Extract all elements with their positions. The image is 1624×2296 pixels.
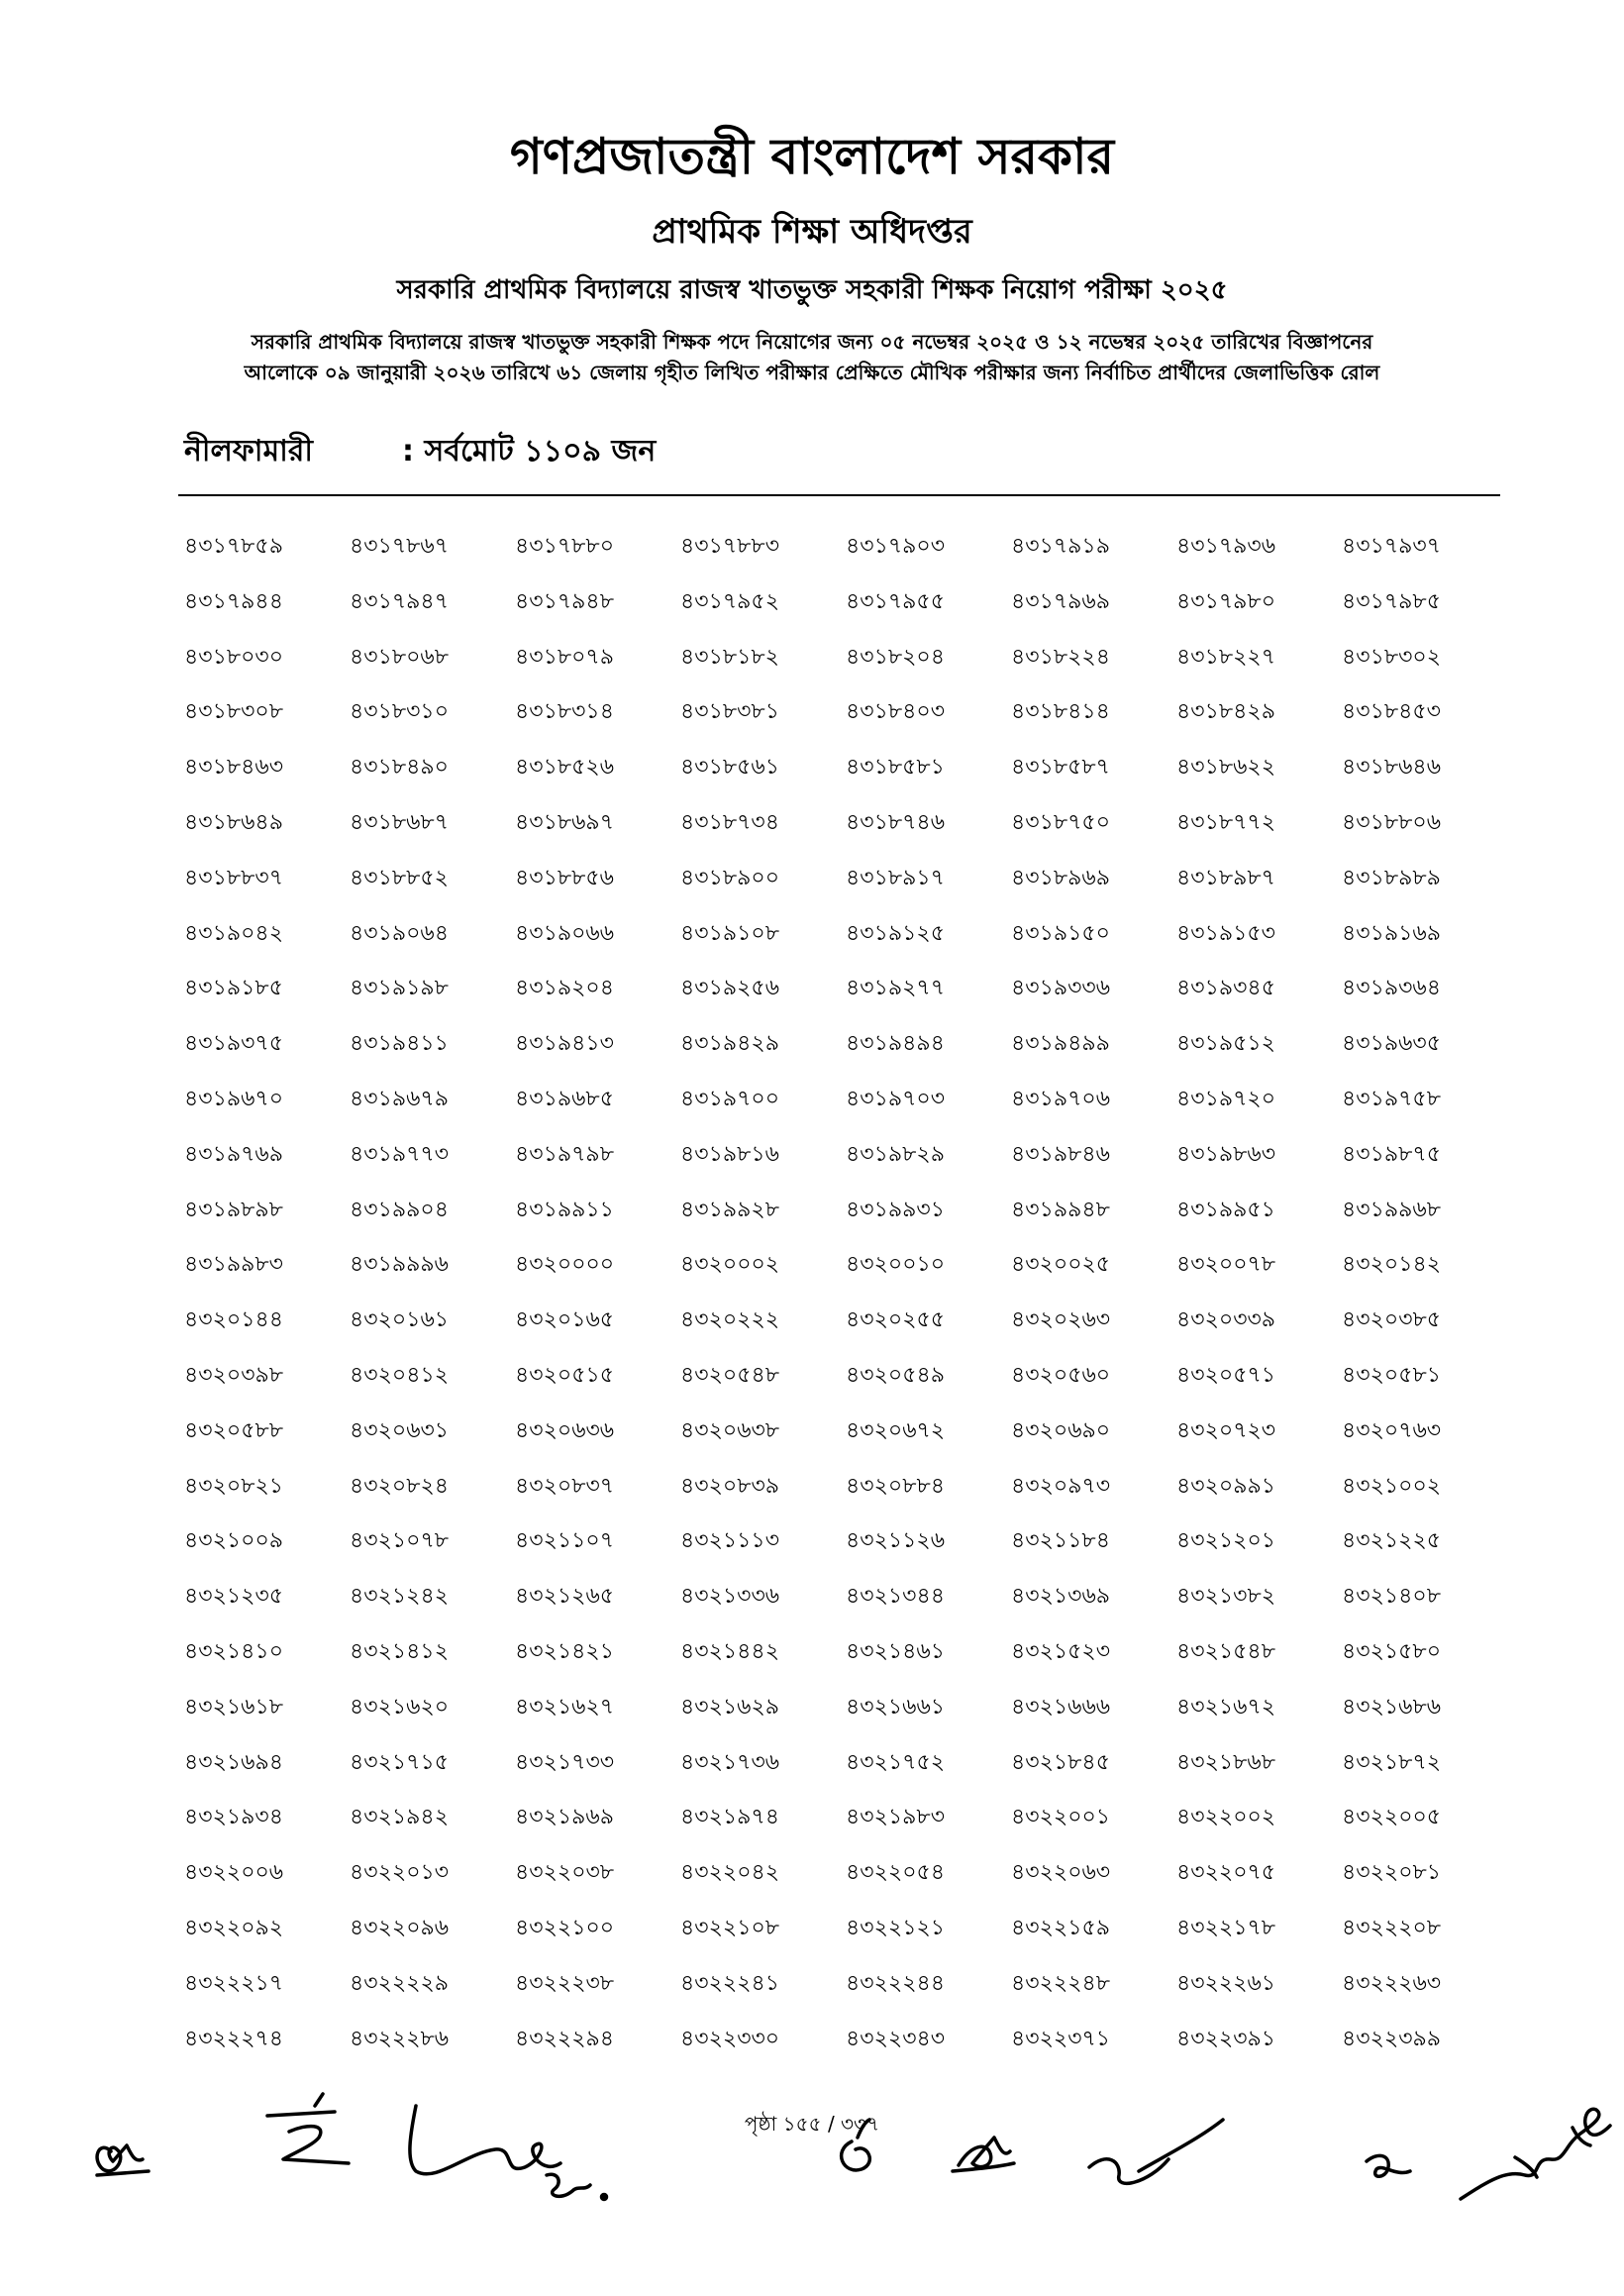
roll-number: ৪৩১৭৯৩৬	[1176, 534, 1276, 559]
roll-number: ৪৩২১৯৮৩	[846, 1805, 946, 1830]
roll-number: ৪৩২০৫১৫	[515, 1362, 615, 1388]
roll-number: ৪৩২২১০০	[515, 1915, 615, 1940]
roll-number: ৪৩২২৩৭১	[1011, 2026, 1111, 2051]
directorate-title: প্রাথমিক শিক্ষা অধিদপ্তর	[652, 212, 972, 252]
roll-number: ৪৩১৮৯৮৭	[1176, 865, 1275, 890]
roll-number: ৪৩২২২৬১	[1176, 1970, 1276, 1996]
roll-number: ৪৩১৯৯৮৩	[184, 1252, 283, 1278]
roll-number: ৪৩১৯৯২৮	[680, 1197, 779, 1222]
roll-number: ৪৩১৭৯৪৭	[350, 588, 450, 614]
roll-number: ৪৩১৮৫৮৭	[1011, 755, 1110, 781]
roll-number: ৪৩১৮৪১৪	[1011, 699, 1110, 725]
roll-number: ৪৩২২০৫৪	[846, 1860, 946, 1886]
roll-number: ৪৩১৮৫৬১	[680, 755, 779, 781]
roll-number: ৪৩২০৮৩৭	[515, 1473, 615, 1499]
roll-number: ৪৩১৯৩৬৪	[1342, 976, 1442, 1001]
roll-number: ৪৩২২০৯৬	[350, 1915, 450, 1940]
roll-number: ৪৩১৮৬৯৭	[515, 809, 615, 835]
roll-number: ৪৩২১৬৯৪	[184, 1749, 284, 1775]
roll-number: ৪৩২১৯৭৪	[680, 1805, 780, 1830]
roll-number: ৪৩২০২২২	[680, 1307, 780, 1333]
roll-number: ৪৩২১৬২৭	[515, 1694, 615, 1720]
roll-number: ৪৩১৯১৫৩	[1176, 920, 1275, 946]
roll-number: ৪৩২১১০৭	[515, 1528, 615, 1554]
roll-number: ৪৩১৮২২৪	[1011, 644, 1111, 670]
roll-number: ৪৩১৭৯০৩	[846, 534, 946, 559]
roll-number: ৪৩১৮৬৮৭	[350, 809, 450, 835]
roll-number: ৪৩১৯৭৯৮	[515, 1141, 614, 1167]
roll-number: ৪৩১৯৬৮৫	[515, 1086, 614, 1111]
roll-number: ৪৩১৯২০৪	[515, 976, 615, 1001]
roll-number: ৪৩২০৫৭১	[1176, 1362, 1276, 1388]
roll-number: ৪৩১৮২০৪	[846, 644, 946, 670]
roll-number: ৪৩২০৮২৪	[350, 1473, 450, 1499]
roll-number: ৪৩২১৫৪৮	[1176, 1638, 1275, 1664]
roll-number: ৪৩২০৩৩৯	[1176, 1307, 1276, 1333]
roll-number: ৪৩১৯১৮৫	[184, 976, 283, 1001]
signature-8	[1461, 2109, 1610, 2199]
roll-number: ৪৩২০০১০	[846, 1252, 946, 1278]
roll-number: ৪৩২০১৪২	[1342, 1252, 1442, 1278]
roll-number: ৪৩১৮০৭৯	[515, 644, 615, 670]
roll-number: ৪৩২০৫৬০	[1011, 1362, 1111, 1388]
roll-number: ৪৩১৮৬৪৯	[184, 809, 283, 835]
roll-number: ৪৩২০৮৩৯	[680, 1473, 780, 1499]
roll-number: ৪৩১৯১০৮	[680, 920, 779, 946]
roll-number: ৪৩১৮৩১০	[350, 699, 450, 725]
roll-number: ৪৩১৮৫৮১	[846, 755, 945, 781]
signature-5	[953, 2138, 1014, 2171]
roll-number: ৪৩১৯৩৭৫	[184, 1031, 284, 1057]
roll-number: ৪৩২২১৭৮	[1176, 1915, 1276, 1940]
roll-number: ৪৩১৮৭৫০	[1011, 809, 1111, 835]
roll-number: ৪৩২১৭৩৬	[680, 1749, 780, 1775]
roll-number: ৪৩২২৩৪৩	[846, 2026, 946, 2051]
roll-number: ৪৩২০৮৮৪	[846, 1473, 946, 1499]
roll-number: ৪৩২২২০৮	[1342, 1915, 1442, 1940]
roll-number: ৪৩১৯০৬৬	[515, 920, 615, 946]
roll-number: ৪৩২১৪১২	[350, 1638, 450, 1664]
signatures-area	[0, 2080, 1624, 2296]
roll-number: ৪৩১৮৯১৭	[846, 865, 945, 890]
roll-number: ৪৩২১৬২৯	[680, 1694, 780, 1720]
roll-number: ৪৩২০৯৭৩	[1011, 1473, 1111, 1499]
roll-number: ৪৩২১২৬৫	[515, 1584, 615, 1610]
roll-number: ৪৩২০৬৩৮	[680, 1417, 780, 1443]
roll-number: ৪৩১৯০৬৪	[350, 920, 450, 946]
page-number: পৃষ্ঠা ১৫৫ / ৩৩৭	[744, 2112, 880, 2136]
roll-number: ৪৩২২০৯২	[184, 1915, 284, 1940]
roll-number: ৪৩১৮৪৬৩	[184, 755, 284, 781]
roll-number: ৪৩১৮৩৮১	[680, 699, 779, 725]
roll-number: ৪৩২০৪১২	[350, 1362, 450, 1388]
roll-number: ৪৩২২০০৬	[184, 1860, 284, 1886]
roll-number: ৪৩২২৩৯১	[1176, 2026, 1276, 2051]
roll-number: ৪৩১৯৮৭৫	[1342, 1141, 1441, 1167]
roll-number: ৪৩২১৬৮৬	[1342, 1694, 1442, 1720]
roll-number: ৪৩২০৬৯০	[1011, 1417, 1111, 1443]
roll-number-grid	[184, 530, 1511, 2077]
roll-number: ৪৩২০২৬৩	[1011, 1307, 1111, 1333]
signature-1	[97, 2145, 149, 2175]
roll-number: ৪৩১৭৯৫৫	[846, 588, 945, 614]
roll-number: ৪৩১৯৭০০	[680, 1086, 780, 1111]
roll-number: ৪৩২২২৪১	[680, 1970, 780, 1996]
district-name: নীলফামারী	[184, 434, 313, 469]
roll-number: ৪৩২২০০২	[1176, 1805, 1276, 1830]
roll-number: ৪৩১৭৮৫৯	[184, 534, 283, 559]
roll-number: ৪৩২২০৪২	[680, 1860, 780, 1886]
roll-number: ৪৩১৮২২৭	[1176, 644, 1276, 670]
roll-number: ৪৩২০৫৮৮	[184, 1417, 284, 1443]
roll-number: ৪৩২১৭৫২	[846, 1749, 946, 1775]
roll-number: ৪৩২০১৬৫	[515, 1307, 615, 1333]
notice-text	[149, 327, 1475, 388]
roll-number: ৪৩১৯৯৫১	[1176, 1197, 1275, 1222]
roll-number: ৪৩১৭৯৮০	[1176, 588, 1276, 614]
roll-number: ৪৩১৯০৪২	[184, 920, 284, 946]
roll-number: ৪৩২১৯৩৪	[184, 1805, 284, 1830]
roll-number: ৪৩২০৫৪৯	[846, 1362, 946, 1388]
roll-number: ৪৩১৮৯৬৯	[1011, 865, 1110, 890]
roll-number: ৪৩২১৬১৮	[184, 1694, 284, 1720]
roll-number: ৪৩১৮৮৫৬	[515, 865, 614, 890]
roll-number: ৪৩১৯১৯৮	[350, 976, 449, 1001]
roll-number: ৪৩২২০১৩	[350, 1860, 450, 1886]
roll-number: ৪৩২২২৩৮	[515, 1970, 615, 1996]
roll-number: ৪৩২১৬২০	[350, 1694, 450, 1720]
roll-number: ৪৩২০১৪৪	[184, 1307, 284, 1333]
roll-number: ৪৩১৯৭০৬	[1011, 1086, 1111, 1111]
roll-number: ৪৩২১৩৮২	[1176, 1584, 1276, 1610]
roll-number: ৪৩১৯৯১১	[515, 1197, 614, 1222]
roll-number: ৪৩১৭৯৪৮	[515, 588, 614, 614]
roll-number: ৪৩১৯২৫৬	[680, 976, 780, 1001]
roll-number: ৪৩২১৬৬১	[846, 1694, 946, 1720]
roll-number: ৪৩১৯১৫০	[1011, 920, 1110, 946]
roll-number: ৪৩২১১২৬	[846, 1528, 946, 1554]
government-title: গণপ্রজাতন্ত্রী বাংলাদেশ সরকার	[510, 128, 1114, 185]
roll-number: ৪৩২১৭৩৩	[515, 1749, 615, 1775]
roll-number: ৪৩২১৪০৮	[1342, 1584, 1442, 1610]
roll-number: ৪৩১৯৯৩১	[846, 1197, 945, 1222]
roll-number: ৪৩২১১১৩	[680, 1528, 780, 1554]
roll-number: ৪৩২২২২৯	[350, 1970, 450, 1996]
roll-number: ৪৩২১৪১০	[184, 1638, 284, 1664]
roll-number: ৪৩১৯৯০৪	[350, 1197, 449, 1222]
roll-number: ৪৩১৮৭৩৪	[680, 809, 780, 835]
roll-number: ৪৩২১৯৬৯	[515, 1805, 615, 1830]
roll-number: ৪৩১৮৪৫৩	[1342, 699, 1441, 725]
roll-number: ৪৩২২২৪৪	[846, 1970, 946, 1996]
roll-number: ৪৩২০৫৪৮	[680, 1362, 780, 1388]
roll-number: ৪৩১৮৩০৮	[184, 699, 284, 725]
roll-number: ৪৩২০৬৩৬	[515, 1417, 615, 1443]
roll-number: ৪৩২২২৬৩	[1342, 1970, 1442, 1996]
roll-number: ৪৩২০৭২৩	[1176, 1417, 1276, 1443]
roll-number: ৪৩২১৯৪২	[350, 1805, 450, 1830]
roll-number: ৪৩১৯১৬৯	[1342, 920, 1441, 946]
roll-number: ৪৩১৯১২৫	[846, 920, 945, 946]
roll-number: ৪৩২২২৭৪	[184, 2026, 284, 2051]
roll-number: ৪৩১৮০৬৮	[350, 644, 450, 670]
roll-number: ৪৩১৮৯৮৯	[1342, 865, 1441, 890]
roll-number: ৪৩১৯৫১২	[1176, 1031, 1275, 1057]
roll-number: ৪৩১৭৯১৯	[1011, 534, 1110, 559]
roll-number: ৪৩২১২৩৫	[184, 1584, 284, 1610]
roll-number: ৪৩১৮৪৯০	[350, 755, 449, 781]
roll-number: ৪৩২১১৮৪	[1011, 1528, 1110, 1554]
roll-number: ৪৩১৯২৭৭	[846, 976, 946, 1001]
roll-number: ৪৩২০০২৫	[1011, 1252, 1111, 1278]
roll-number: ৪৩২১৬৭২	[1176, 1694, 1276, 1720]
roll-number: ৪৩১৮৭৭২	[1176, 809, 1276, 835]
roll-number: ৪৩২২০৭৫	[1176, 1860, 1276, 1886]
roll-number: ৪৩১৯৮৬৩	[1176, 1141, 1276, 1167]
roll-number: ৪৩১৯৪২৯	[680, 1031, 779, 1057]
signature-3	[410, 2106, 607, 2200]
signature-2	[267, 2094, 349, 2163]
roll-number: ৪৩২০৩৮৫	[1342, 1307, 1442, 1333]
roll-number: ৪৩১৭৯৩৭	[1342, 534, 1442, 559]
roll-number: ৪৩১৯৬৭০	[184, 1086, 284, 1111]
roll-number: ৪৩১৮৪০৩	[846, 699, 946, 725]
roll-number: ৪৩২০৯৯১	[1176, 1473, 1276, 1499]
roll-number: ৪৩২১০৭৮	[350, 1528, 450, 1554]
roll-number: ৪৩২২২১৭	[184, 1970, 284, 1996]
roll-number: ৪৩২২২৯৪	[515, 2026, 615, 2051]
roll-number: ৪৩১৭৯৬৯	[1011, 588, 1111, 614]
roll-number: ৪৩২১২০১	[1176, 1528, 1276, 1554]
roll-number: ৪৩২১২৪২	[350, 1584, 450, 1610]
roll-number: ৪৩২২১৫৯	[1011, 1915, 1111, 1940]
roll-number: ৪৩১৯৭৫৮	[1342, 1086, 1441, 1111]
roll-number: ৪৩২১৪৪২	[680, 1638, 780, 1664]
roll-number: ৪৩১৮৬২২	[1176, 755, 1276, 781]
roll-number: ৪৩১৯৪১১	[350, 1031, 449, 1057]
roll-number: ৪৩২০৬৭২	[846, 1417, 946, 1443]
roll-number: ৪৩১৭৮৬৭	[350, 534, 450, 559]
roll-number: ৪৩২১০০৯	[184, 1528, 284, 1554]
roll-number: ৪৩২০৮২১	[184, 1473, 284, 1499]
roll-number: ৪৩২০০৭৮	[1176, 1252, 1276, 1278]
roll-number: ৪৩২১৩৪৪	[846, 1584, 946, 1610]
roll-number: ৪৩১৭৯৪৪	[184, 588, 283, 614]
notice-line-2: আলোকে ০৯ জানুয়ারী ২০২৬ তারিখে ৬১ জেলায় গৃহীত লিখিত পরীক্ষার প্রেক্ষিতে মৌখিক পরীক্ষার জন্য নির্বাচিত প্রার্থীদের জেলাভিত্তিক রোল	[244, 361, 1380, 384]
roll-number: ৪৩২১৭১৫	[350, 1749, 450, 1775]
roll-number: ৪৩১৯৯৬৮	[1342, 1197, 1441, 1222]
roll-number: ৪৩২১৬৬৬	[1011, 1694, 1111, 1720]
roll-number: ৪৩২২১২১	[846, 1915, 946, 1940]
roll-number: ৪৩২২২৪৮	[1011, 1970, 1111, 1996]
roll-number: ৪৩১৮৮৩৭	[184, 865, 284, 890]
roll-number: ৪৩১৯৭২০	[1176, 1086, 1276, 1111]
roll-number: ৪৩২২১০৮	[680, 1915, 780, 1940]
roll-number: ৪৩২১৮৪৫	[1011, 1749, 1110, 1775]
roll-number: ৪৩১৯৮২৯	[846, 1141, 945, 1167]
roll-number: ৪৩১৮০৩০	[184, 644, 284, 670]
roll-number: ৪৩২২৩৯৯	[1342, 2026, 1442, 2051]
roll-number: ৪৩১৮৪২৯	[1176, 699, 1275, 725]
roll-number: ৪৩১৯৯৯৬	[350, 1252, 449, 1278]
district-total: : সর্বমোট ১১০৯ জন	[402, 434, 657, 469]
roll-number: ৪৩১৮৭৪৬	[846, 809, 946, 835]
roll-number: ৪৩১৯৪৯৪	[846, 1031, 945, 1057]
roll-number: ৪৩১৮৩১৪	[515, 699, 614, 725]
roll-number: ৪৩১৯৬৭৯	[350, 1086, 450, 1111]
roll-number: ৪৩১৯৮১৬	[680, 1141, 779, 1167]
roll-number: ৪৩২১৫৮০	[1342, 1638, 1442, 1664]
signature-7	[1367, 2155, 1410, 2176]
roll-number: ৪৩১৯৪১৩	[515, 1031, 614, 1057]
roll-number: ৪৩১৯৮৪৬	[1011, 1141, 1110, 1167]
roll-number: ৪৩২২০৬৩	[1011, 1860, 1111, 1886]
roll-number: ৪৩১৮৮৫২	[350, 865, 449, 890]
roll-number: ৪৩২১৮৬৮	[1176, 1749, 1276, 1775]
roll-number: ৪৩১৭৮৮৩	[680, 534, 780, 559]
roll-number: ৪৩১৮৮০৬	[1342, 809, 1442, 835]
roll-number: ৪৩১৯৪৯৯	[1011, 1031, 1110, 1057]
roll-number: ৪৩২২২৮৬	[350, 2026, 450, 2051]
signature-6	[1089, 2120, 1223, 2183]
roll-number: ৪৩১৮৯০০	[680, 865, 780, 890]
roll-number: ৪৩১৮৩০২	[1342, 644, 1442, 670]
roll-number: ৪৩২০৬৩১	[350, 1417, 450, 1443]
roll-number: ৪৩১৭৮৮০	[515, 534, 615, 559]
roll-number: ৪৩২১৪৬১	[846, 1638, 946, 1664]
roll-number: ৪৩২০৩৯৮	[184, 1362, 284, 1388]
exam-title: সরকারি প্রাথমিক বিদ্যালয়ে রাজস্ব খাতভুক্ত সহকারী শিক্ষক নিয়োগ পরীক্ষা ২০২৫	[396, 275, 1228, 305]
roll-number: ৪৩২১২২৫	[1342, 1528, 1442, 1554]
notice-line-1: সরকারি প্রাথমিক বিদ্যালয়ে রাজস্ব খাতভুক্ত সহকারী শিক্ষক পদে নিয়োগের জন্য ০৫ নভেম্বর ২০২৫ ও ১২ নভেম্বর ২০২৫ তারিখের বিজ্ঞাপনের	[251, 330, 1373, 354]
roll-number: ৪৩২০০০২	[680, 1252, 780, 1278]
roll-number: ৪৩২১৮৭২	[1342, 1749, 1442, 1775]
roll-number: ৪৩২০০০০	[515, 1252, 615, 1278]
roll-number: ৪৩১৭৯৫২	[680, 588, 780, 614]
roll-number: ৪৩১৭৯৮৫	[1342, 588, 1441, 614]
roll-number: ৪৩১৯৬৩৫	[1342, 1031, 1442, 1057]
header-divider	[178, 494, 1500, 496]
roll-number: ৪৩২২০৩৮	[515, 1860, 615, 1886]
roll-number: ৪৩১৯৭৭৩	[350, 1141, 450, 1167]
roll-number: ৪৩২০৫৮১	[1342, 1362, 1442, 1388]
roll-number: ৪৩২২০০১	[1011, 1805, 1111, 1830]
roll-number: ৪৩২০৭৬৩	[1342, 1417, 1442, 1443]
roll-number: ৪৩১৯৯৪৮	[1011, 1197, 1110, 1222]
signature-4	[842, 2120, 870, 2170]
roll-number: ৪৩২১৫২৩	[1011, 1638, 1111, 1664]
roll-number: ৪৩২০১৬১	[350, 1307, 450, 1333]
roll-number: ৪৩২০২৫৫	[846, 1307, 946, 1333]
roll-number: ৪৩১৯৭০৩	[846, 1086, 946, 1111]
roll-number: ৪৩১৯৩৩৬	[1011, 976, 1111, 1001]
roll-number: ৪৩২২০০৫	[1342, 1805, 1442, 1830]
roll-number: ৪৩২১০০২	[1342, 1473, 1442, 1499]
roll-number: ৪৩২২৩৩০	[680, 2026, 780, 2051]
roll-number: ৪৩২১৩৩৬	[680, 1584, 780, 1610]
roll-number: ৪৩১৮১৮২	[680, 644, 779, 670]
roll-number: ৪৩১৮৫২৬	[515, 755, 615, 781]
roll-number: ৪৩২১৩৬৯	[1011, 1584, 1111, 1610]
roll-number: ৪৩১৯৮৯৮	[184, 1197, 283, 1222]
roll-number: ৪৩১৯৩৪৫	[1176, 976, 1275, 1001]
roll-number: ৪৩২১৪২১	[515, 1638, 615, 1664]
roll-number: ৪৩১৮৬৪৬	[1342, 755, 1442, 781]
roll-number: ৪৩২২০৮১	[1342, 1860, 1442, 1886]
roll-number: ৪৩১৯৭৬৯	[184, 1141, 284, 1167]
